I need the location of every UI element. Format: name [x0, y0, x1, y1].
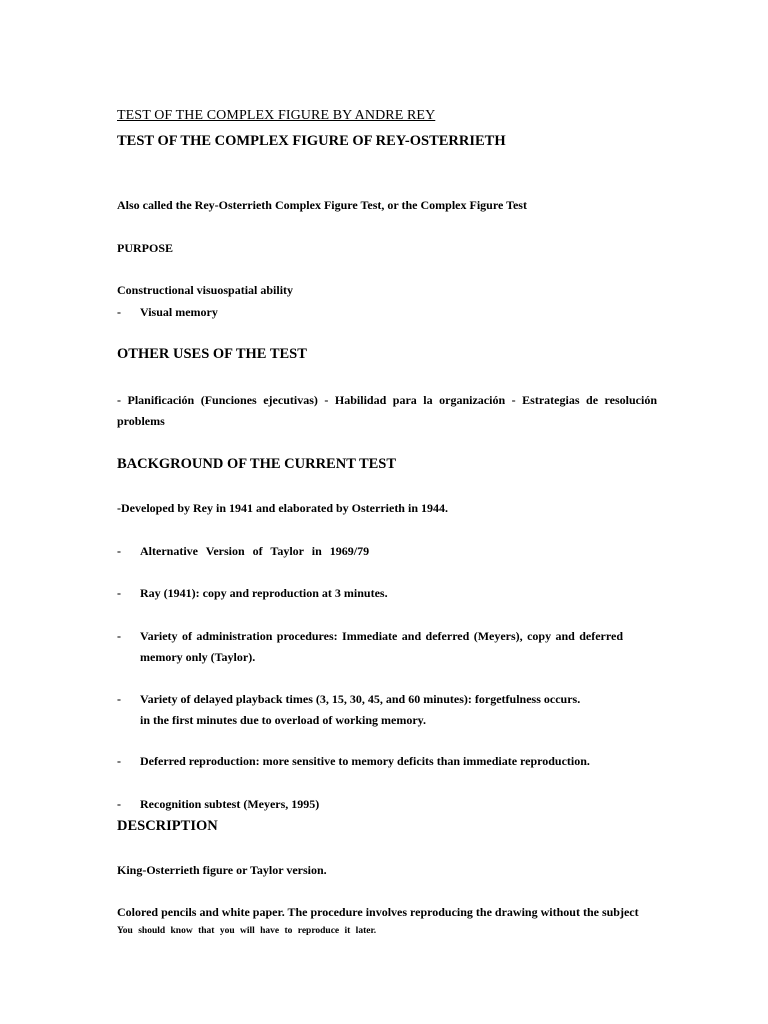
purpose-bullet-text: Visual memory [140, 305, 218, 319]
background-item-text: Variety of delayed playback times (3, 15, 30, 45, and 60 minutes): forgetfulness occurs. [140, 692, 581, 706]
bullet-dash: - [117, 692, 121, 706]
description-line: King-Osterrieth figure or Taylor version. [117, 863, 327, 877]
background-intro: -Developed by Rey in 1941 and elaborated by Osterrieth in 1944. [117, 501, 448, 515]
document-title-underlined: TEST OF THE COMPLEX FIGURE BY ANDRE REY [117, 108, 436, 123]
purpose-line: Constructional visuospatial ability [117, 283, 294, 297]
background-heading: BACKGROUND OF THE CURRENT TEST [117, 456, 397, 472]
description-heading: DESCRIPTION [117, 818, 218, 834]
bullet-dash: - [117, 586, 121, 600]
bullet-dash: - [117, 544, 121, 558]
other-uses-heading: OTHER USES OF THE TEST [117, 346, 307, 362]
bullet-dash: - [117, 797, 121, 811]
bullet-dash: - [117, 754, 121, 768]
other-uses-text: - Planificación (Funciones ejecutivas) - Habilidad para la organización - Estrategias de resolución problems [117, 393, 657, 428]
bullet-dash: - [117, 629, 121, 643]
background-item-text: Variety of administration procedures: Immediate and deferred (Meyers), copy and deferred memory only (Taylor). [140, 629, 623, 664]
document-title: TEST OF THE COMPLEX FIGURE OF REY-OSTERRIETH [117, 133, 506, 149]
purpose-heading: PURPOSE [117, 241, 174, 255]
background-item-text: Recognition subtest (Meyers, 1995) [140, 797, 320, 811]
description-small-line: You should know that you will have to reproduce it later. [117, 926, 377, 936]
background-item-text: Deferred reproduction: more sensitive to memory deficits than immediate reproduction. [140, 754, 590, 768]
bullet-dash: - [117, 305, 121, 319]
background-item-text: Alternative Version of Taylor in 1969/79 [140, 544, 370, 558]
background-item [117, 626, 623, 668]
description-line: Colored pencils and white paper. The procedure involves reproducing the drawing without the subject [117, 905, 639, 919]
background-item-text: Ray (1941): copy and reproduction at 3 minutes. [140, 586, 388, 600]
also-called-text: Also called the Rey-Osterrieth Complex Figure Test, or the Complex Figure Test [117, 198, 527, 212]
background-item-text: in the first minutes due to overload of working memory. [140, 713, 426, 727]
